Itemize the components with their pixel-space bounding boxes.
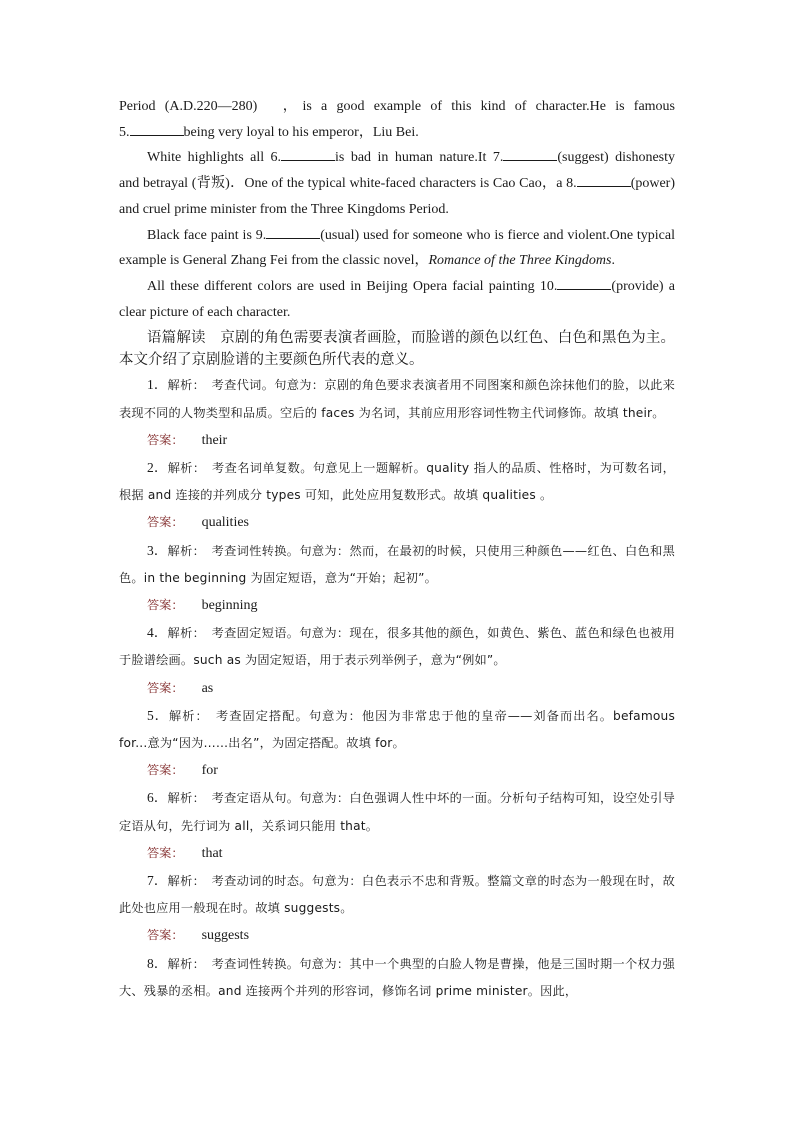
analysis-label: 解析： xyxy=(167,791,200,806)
passage-line: 5. being very loyal to his emperor，Liu Bei. xyxy=(119,124,419,140)
explanation-item: 5．解析： 考查固定搭配。句意为：他因为非常忠于他的皇帝——刘备而出名。befamous for...意为“因为……出名”，为固定搭配。故填 for。 xyxy=(119,707,676,750)
analysis-label: 解析： xyxy=(167,873,200,888)
passage-paragraph-black: Black face paint is 9. (usual) used for someone who is fierce and violent.One typical xyxy=(147,227,676,243)
answer-value: suggests xyxy=(201,928,250,944)
intro-label: 语篇解读 xyxy=(147,330,206,347)
item-number: 3． xyxy=(147,542,168,558)
analysis-label: 解析： xyxy=(167,460,200,475)
explanation-item: 6．解析： 考查定语从句。句意为：白色强调人性中坏的一面。分析句子结构可知，设空处引导定语从句，先行词为 all，关系词只能用 that。 xyxy=(119,790,676,833)
blank-6 xyxy=(281,148,335,161)
answer-label: 答案： xyxy=(147,432,184,447)
analysis-label: 解析： xyxy=(167,378,200,393)
answer-line xyxy=(119,840,675,867)
item-number: 1． xyxy=(147,377,168,393)
blank-8 xyxy=(577,174,631,187)
answer-label: 答案： xyxy=(147,680,184,695)
novel-title: Romance of the Three Kingdoms xyxy=(428,253,612,269)
answer-line xyxy=(119,427,675,454)
passage-line: and cruel prime minister from the Three Kingdoms Period. xyxy=(119,201,449,217)
passage-paragraph-colors: All these different colors are used in Beijing Opera facial painting 10. (provide) a xyxy=(147,278,675,294)
passage-line: example is General Zhang Fei from the classic novel，Romance of the Three Kingdoms. xyxy=(119,253,615,269)
answer-label: 答案： xyxy=(147,928,184,943)
discourse-intro: 语篇解读 京剧的角色需要表演者画脸，而脸谱的颜色以红色、白色和黑色为主。本文介绍了京剧脸谱的主要颜色所代表的意义。 xyxy=(119,330,675,369)
item-number: 4． xyxy=(147,625,168,641)
document-content xyxy=(119,94,675,1005)
answer-value: that xyxy=(201,845,223,861)
answer-value: beginning xyxy=(201,597,258,613)
explanation-item: 2．解析： 考查名词单复数。句意见上一题解析。quality 指人的品质、性格时，为可数名词，根据 and 连接的并列成分 types 可知，此处应用复数形式。故填 qualities 。 xyxy=(119,459,676,503)
answer-explanations xyxy=(119,371,675,1005)
blank-10 xyxy=(557,277,611,290)
answer-label: 答案： xyxy=(147,763,184,778)
passage-line: Period (A.D.220—280) ，is a good example of this kind of character.He is famous xyxy=(119,99,675,114)
item-number: 6． xyxy=(147,790,168,806)
answer-line xyxy=(119,922,675,949)
answer-line xyxy=(119,509,675,536)
blank-7 xyxy=(503,148,557,161)
answer-label: 答案： xyxy=(147,515,184,530)
item-number: 8． xyxy=(147,955,168,971)
explanation-item: 3．解析： 考查词性转换。句意为：然而，在最初的时候，只使用三种颜色——红色、白色和黑色。in the beginning 为固定短语，意为“开始；起初”。 xyxy=(119,542,676,585)
explanation-item: 4．解析： 考查固定短语。句意为：现在，很多其他的颜色，如黄色、紫色、蓝色和绿色也被用于脸谱绘画。such as 为固定短语，用于表示列举例子，意为“例如”。 xyxy=(119,625,676,668)
passage-paragraph-white: White highlights all 6. is bad in human nature.It 7. (suggest) dishonesty xyxy=(147,150,676,166)
answer-label: 答案： xyxy=(147,597,184,612)
analysis-label: 解析： xyxy=(167,626,200,641)
explanation-item: 7．解析： 考查动词的时态。句意为：白色表示不忠和背叛。整篇文章的时态为一般现在时，故此处也应用一般现在时。故填 suggests。 xyxy=(119,872,676,916)
analysis-label: 解析： xyxy=(167,956,200,971)
explanation-item: 8．解析： 考查词性转换。句意为：其中一个典型的白脸人物是曹操，他是三国时期一个权力强大、残暴的丞相。and 连接两个并列的形容词，修饰名词 prime minister。因此， xyxy=(119,955,676,998)
analysis-label: 解析： xyxy=(167,543,200,558)
explanation-item: 1．解析： 考查代词。句意为：京剧的角色要求表演者用不同图案和颜色涂抹他们的脸，以此来表现不同的人物类型和品质。空后的 faces 为名词，其前应用形容词性物主代词修饰。故填 their。 xyxy=(119,377,676,420)
item-number: 5． xyxy=(147,707,170,723)
answer-label: 答案： xyxy=(147,845,184,860)
item-number: 2． xyxy=(147,459,168,475)
answer-value: for xyxy=(201,763,218,779)
answer-value: their xyxy=(201,432,228,448)
item-number: 7． xyxy=(147,872,168,888)
answer-value: qualities xyxy=(201,515,249,531)
blank-5 xyxy=(130,123,184,136)
answer-line xyxy=(119,592,675,619)
analysis-label: 解析： xyxy=(169,708,203,723)
answer-line xyxy=(119,757,675,784)
blank-9 xyxy=(266,226,320,239)
answer-line xyxy=(119,675,675,702)
answer-value: as xyxy=(201,680,214,696)
passage-line: and betrayal (背叛)．One of the typical white-faced characters is Cao Cao，a 8. (power) xyxy=(119,176,675,192)
passage-line: clear picture of each character. xyxy=(119,304,291,320)
